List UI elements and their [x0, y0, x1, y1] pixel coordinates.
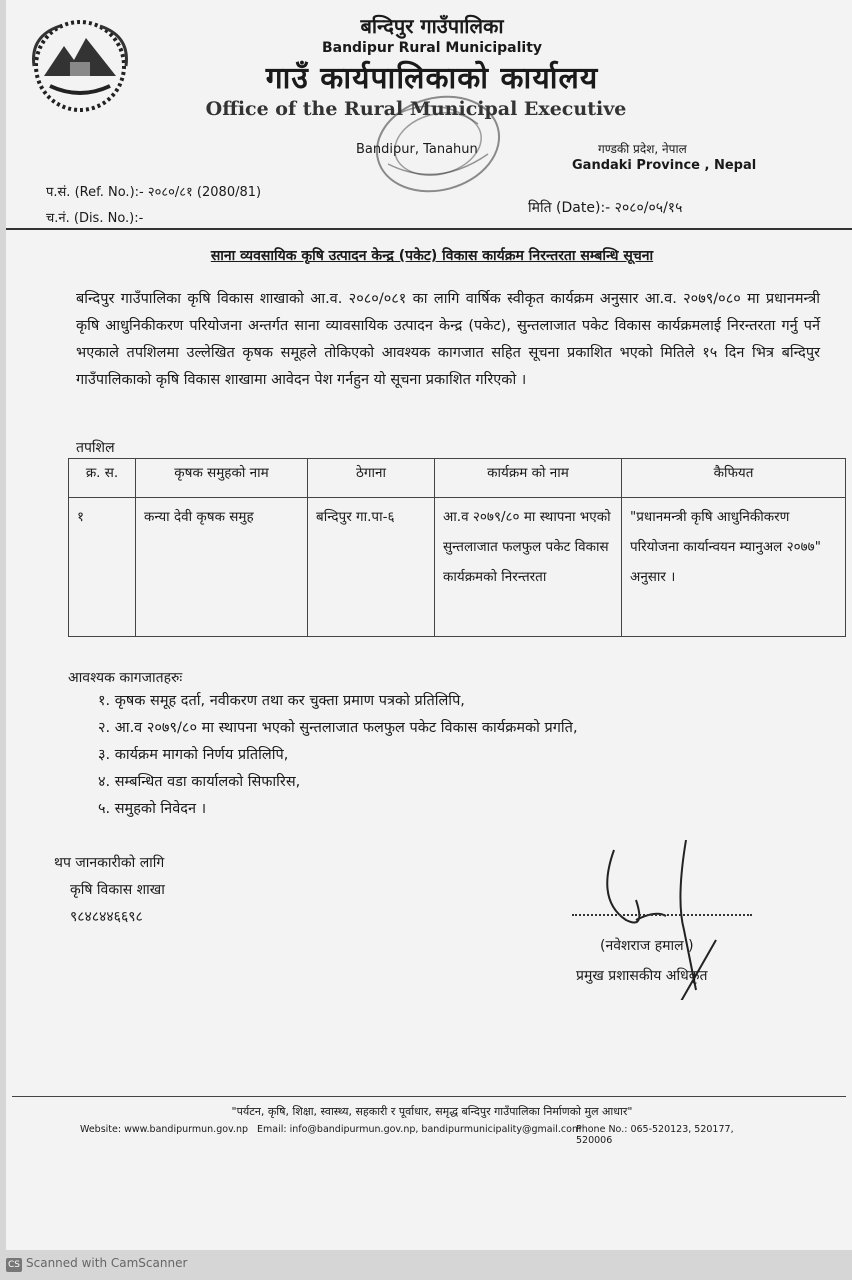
footer-motto: "पर्यटन, कृषि, शिक्षा, स्वास्थ्य, सहकारी र पूर्वाधार, समृद्ध बन्दिपुर गाउँपालिका निर्माणको मुल आधार" [231, 1105, 633, 1118]
col-header-address: ठेगाना [308, 459, 435, 498]
document-page [6, 0, 852, 1250]
scanner-watermark [6, 1256, 187, 1272]
office-address: Bandipur, Tanahun [356, 142, 478, 157]
cell-sn: १ [69, 498, 136, 637]
list-item: १. कृषक समूह दर्ता, नवीकरण तथा कर चुक्ता प्रमाण पत्रको प्रतिलिपि, [98, 693, 465, 709]
col-header-sn: क्र. स. [69, 459, 136, 498]
table-header-row [69, 459, 846, 498]
office-stamp-icon [358, 74, 518, 204]
office-name-np: गाउँ कार्यपालिकाको कार्यालय [265, 61, 599, 96]
requirements-list [98, 688, 578, 823]
cell-remarks: "प्रधानमन्त्री कृषि आधुनिकीकरण परियोजना कार्यान्वयन म्यानुअल २०७७" अनुसार । [622, 498, 846, 637]
province-en: Gandaki Province , Nepal [572, 158, 757, 173]
dis-label: च.नं. (Dis. No.):- [46, 211, 144, 226]
notice-title: साना व्यवसायिक कृषि उत्पादन केन्द्र (पकेट) विकास कार्यक्रम निरन्तरता सम्बन्धि सूचना [210, 248, 654, 264]
footer-contact [80, 1124, 760, 1146]
municipality-name-en: Bandipur Rural Municipality [321, 40, 543, 56]
document-date [528, 198, 682, 217]
footer-phone: Phone No.: 065-520123, 520177, 520006 [576, 1124, 734, 1146]
footer-divider [12, 1096, 846, 1097]
details-label: तपशिल [76, 440, 115, 456]
signatory-title: प्रमुख प्रशासकीय अधिकृत [576, 968, 708, 984]
contact-phone: ९८४८४४६६९८ [70, 909, 143, 925]
footer-website: Website: www.bandipurmun.gov.np [80, 1124, 248, 1135]
signature-line [572, 914, 752, 916]
scanner-text: Scanned with CamScanner [26, 1256, 188, 1270]
ref-value: २०८०/८१ (2080/81) [147, 185, 262, 200]
cell-group: कन्या देवी कृषक समुह [136, 498, 308, 637]
list-item: ४. सम्बन्धित वडा कार्यालको सिफारिस, [98, 774, 301, 790]
col-header-program: कार्यक्रम को नाम [435, 459, 622, 498]
reference-number [46, 182, 261, 200]
header-divider [6, 228, 852, 230]
notice-body: बन्दिपुर गाउँपालिका कृषि विकास शाखाको आ.व. २०८०/०८१ का लागि वार्षिक स्वीकृत कार्यक्रम अनुसार आ.व. २०७९/०८० मा प्रधानमन्त्री कृषि आधुनिकीकरण परियोजना अन्तर्गत साना व्यावसायिक उत्पादन केन्द्र (पकेट), सुन्तलाजात पकेट विकास कार्यक्रमलाई निरन्तरता गर्नु पर्ने भएकाले तपशिलमा उल्लेखित कृषक समूहले तोकिएको आवश्यक कागजात सहित सूचना प्रकाशित भएको मितिले १५ दिन भित्र बन्दिपुर गाउँपालिकाको कृषि विकास शाखामा आवेदन पेश गर्नहुन यो सूचना प्रकाशित गरिएको । [76, 291, 820, 388]
list-item: ५. समुहको निवेदन । [98, 801, 207, 817]
date-label: मिति (Date):- [528, 200, 611, 216]
contact-heading: थप जानकारीको लागि [54, 855, 165, 871]
requirements-heading: आवश्यक कागजातहरुः [68, 670, 183, 686]
cell-address: बन्दिपुर गा.पा-६ [308, 498, 435, 637]
col-header-remarks: कैफियत [622, 459, 846, 498]
municipality-name-np: बन्दिपुर गाउँपालिका [360, 14, 504, 38]
table-row [69, 498, 846, 637]
office-name-en: Office of the Rural Municipal Executive [205, 98, 627, 120]
footer-email: Email: info@bandipurmun.gov.np, bandipurmunicipality@gmail.com [257, 1124, 582, 1135]
camscanner-icon: CS [8, 1260, 20, 1270]
contact-info [54, 850, 165, 931]
list-item: ३. कार्यक्रम मागको निर्णय प्रतिलिपि, [98, 747, 289, 763]
details-table [68, 458, 846, 637]
date-value: २०८०/०५/१५ [614, 200, 683, 216]
province-np: गण्डकी प्रदेश, नेपाल [598, 142, 687, 156]
cell-program: आ.व २०७९/८० मा स्थापना भएको सुन्तलाजात फलफुल पकेट विकास कार्यक्रमको निरन्तरता [435, 498, 622, 637]
col-header-group: कृषक समुहको नाम [136, 459, 308, 498]
ref-label: प.सं. (Ref. No.):- [46, 185, 144, 200]
signatory-name: (नवेशराज हमाल ) [600, 938, 694, 954]
dispatch-number [46, 208, 143, 226]
list-item: २. आ.व २०७९/८० मा स्थापना भएको सुन्तलाजात फलफुल पकेट विकास कार्यक्रमको प्रगति, [98, 720, 578, 736]
contact-section: कृषि विकास शाखा [70, 882, 165, 898]
